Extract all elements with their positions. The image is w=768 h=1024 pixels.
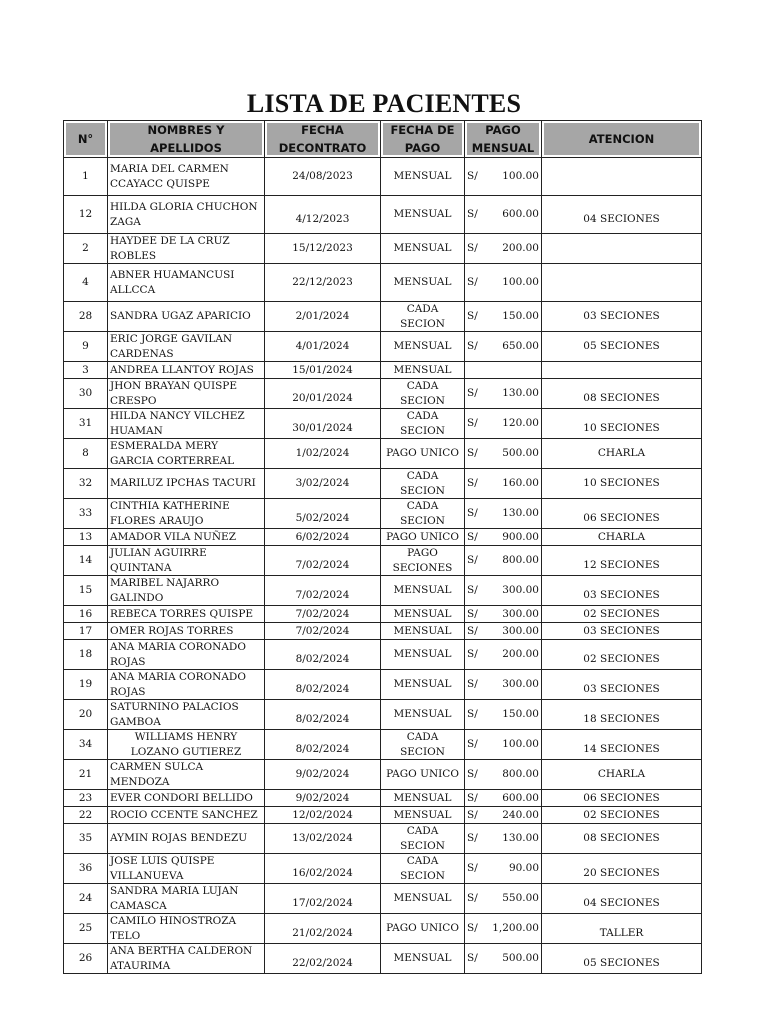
cell-attention xyxy=(542,854,702,884)
cell-contract-date: 22/12/2023 xyxy=(265,264,381,302)
cell-amount xyxy=(465,824,542,854)
table-row xyxy=(64,439,702,469)
amount-value: 240.00 xyxy=(502,808,539,821)
currency-symbol: S/ xyxy=(467,862,478,875)
table-row xyxy=(64,529,702,546)
amount-value: 200.00 xyxy=(502,648,539,661)
cell-payment-type: CADA SECION xyxy=(381,730,465,760)
cell-num: 26 xyxy=(64,944,108,974)
header-payment-type: FECHA DE PAGO xyxy=(381,121,465,158)
currency-symbol: S/ xyxy=(467,791,478,804)
cell-attention xyxy=(542,640,702,670)
cell-attention xyxy=(542,670,702,700)
table-row xyxy=(64,884,702,914)
cell-payment-type: CADA SECION xyxy=(381,469,465,499)
cell-payment-type: CADA SECION xyxy=(381,302,465,332)
currency-symbol: S/ xyxy=(467,276,478,289)
cell-payment-type: PAGO UNICO xyxy=(381,914,465,944)
currency-symbol: S/ xyxy=(467,678,478,691)
cell-contract-date xyxy=(265,914,381,944)
cell-amount xyxy=(465,546,542,576)
amount-value: 500.00 xyxy=(502,952,539,965)
table-row xyxy=(64,640,702,670)
cell-payment-type: MENSUAL xyxy=(381,264,465,302)
cell-amount xyxy=(465,640,542,670)
table-row xyxy=(64,196,702,234)
cell-attention xyxy=(542,944,702,974)
cell-payment-type: MENSUAL xyxy=(381,332,465,362)
cell-amount xyxy=(465,409,542,439)
cell-attention-text: 18 SECIONES xyxy=(583,713,660,726)
cell-name: CINTHIA KATHERINE FLORES ARAUJO xyxy=(108,499,265,529)
cell-attention-text: 06 SECIONES xyxy=(583,512,660,525)
cell-contract-date xyxy=(265,576,381,606)
table-row xyxy=(64,158,702,196)
cell-attention: 10 SECIONES xyxy=(542,469,702,499)
header-attention: ATENCION xyxy=(542,121,702,158)
cell-name: CAMILO HINOSTROZA TELO xyxy=(108,914,265,944)
cell-contract-date: 7/02/2024 xyxy=(265,623,381,640)
cell-amount xyxy=(465,196,542,234)
cell-attention xyxy=(542,730,702,760)
cell-contract-date-text: 8/02/2024 xyxy=(295,743,350,756)
cell-attention xyxy=(542,914,702,944)
cell-num: 28 xyxy=(64,302,108,332)
amount-value: 900.00 xyxy=(502,530,539,543)
cell-contract-date-text: 8/02/2024 xyxy=(295,713,350,726)
cell-payment-type: MENSUAL xyxy=(381,670,465,700)
currency-symbol: S/ xyxy=(467,648,478,661)
cell-name: EVER CONDORI BELLIDO xyxy=(108,790,265,807)
table-row xyxy=(64,606,702,623)
cell-amount xyxy=(465,529,542,546)
header-name: NOMBRES Y APELLIDOS xyxy=(108,121,265,158)
amount-value: 130.00 xyxy=(502,832,539,845)
cell-payment-type: PAGO UNICO xyxy=(381,439,465,469)
cell-contract-date-text: 7/02/2024 xyxy=(295,589,350,602)
cell-attention: 03 SECIONES xyxy=(542,623,702,640)
cell-payment-type: CADA SECION xyxy=(381,379,465,409)
cell-amount xyxy=(465,332,542,362)
amount-value: 100.00 xyxy=(502,170,539,183)
cell-name: SANDRA MARIA LUJAN CAMASCA xyxy=(108,884,265,914)
cell-attention: 05 SECIONES xyxy=(542,332,702,362)
cell-payment-type: MENSUAL xyxy=(381,944,465,974)
cell-contract-date-text: 20/01/2024 xyxy=(292,392,353,405)
cell-name: MARIA DEL CARMEN CCAYACC QUISPE xyxy=(108,158,265,196)
table-row xyxy=(64,807,702,824)
header-contract-date: FECHA DECONTRATO xyxy=(265,121,381,158)
table-row xyxy=(64,546,702,576)
cell-amount xyxy=(465,379,542,409)
cell-name: HAYDEE DE LA CRUZ ROBLES xyxy=(108,234,265,264)
cell-contract-date: 7/02/2024 xyxy=(265,606,381,623)
cell-attention-text: 03 SECIONES xyxy=(583,683,660,696)
cell-attention xyxy=(542,884,702,914)
cell-attention xyxy=(542,196,702,234)
amount-value: 800.00 xyxy=(502,768,539,781)
amount-value: 100.00 xyxy=(502,738,539,751)
cell-name: JULIAN AGUIRRE QUINTANA xyxy=(108,546,265,576)
cell-amount xyxy=(465,362,542,379)
cell-amount xyxy=(465,606,542,623)
cell-contract-date xyxy=(265,700,381,730)
currency-symbol: S/ xyxy=(467,170,478,183)
cell-name: ROCIO CCENTE SANCHEZ xyxy=(108,807,265,824)
cell-name: ERIC JORGE GAVILAN CARDENAS xyxy=(108,332,265,362)
cell-contract-date xyxy=(265,730,381,760)
amount-value: 600.00 xyxy=(502,208,539,221)
cell-contract-date-text: 4/12/2023 xyxy=(295,213,350,226)
currency-symbol: S/ xyxy=(467,530,478,543)
currency-symbol: S/ xyxy=(467,808,478,821)
cell-num: 18 xyxy=(64,640,108,670)
table-row xyxy=(64,469,702,499)
table-row xyxy=(64,623,702,640)
cell-attention-text: 20 SECIONES xyxy=(583,867,660,880)
cell-attention: 03 SECIONES xyxy=(542,302,702,332)
table-header-row xyxy=(64,121,702,158)
cell-name: ANA BERTHA CALDERON ATAURIMA xyxy=(108,944,265,974)
cell-payment-type: MENSUAL xyxy=(381,807,465,824)
cell-num: 3 xyxy=(64,362,108,379)
cell-attention xyxy=(542,362,702,379)
header-num: N° xyxy=(64,121,108,158)
cell-num: 16 xyxy=(64,606,108,623)
currency-symbol: S/ xyxy=(467,624,478,637)
table-row xyxy=(64,362,702,379)
amount-value: 90.00 xyxy=(508,862,539,875)
cell-amount xyxy=(465,499,542,529)
cell-attention: 06 SECIONES xyxy=(542,790,702,807)
table-row xyxy=(64,332,702,362)
cell-contract-date-text: 8/02/2024 xyxy=(295,683,350,696)
cell-contract-date xyxy=(265,546,381,576)
amount-value: 600.00 xyxy=(502,791,539,804)
cell-num: 30 xyxy=(64,379,108,409)
header-monthly-payment: PAGO MENSUAL xyxy=(465,121,542,158)
cell-payment-type: MENSUAL xyxy=(381,700,465,730)
cell-payment-type: MENSUAL xyxy=(381,606,465,623)
cell-contract-date: 12/02/2024 xyxy=(265,807,381,824)
cell-contract-date xyxy=(265,409,381,439)
cell-name: AMADOR VILA NUÑEZ xyxy=(108,529,265,546)
currency-symbol: S/ xyxy=(467,952,478,965)
cell-contract-date-text: 8/02/2024 xyxy=(295,653,350,666)
currency-symbol: S/ xyxy=(467,447,478,460)
cell-num: 35 xyxy=(64,824,108,854)
currency-symbol: S/ xyxy=(467,310,478,323)
cell-amount xyxy=(465,623,542,640)
cell-name: ESMERALDA MERY GARCIA CORTERREAL xyxy=(108,439,265,469)
cell-amount xyxy=(465,760,542,790)
amount-value: 550.00 xyxy=(502,892,539,905)
cell-contract-date-text: 21/02/2024 xyxy=(292,927,353,940)
cell-num: 23 xyxy=(64,790,108,807)
cell-contract-date xyxy=(265,640,381,670)
amount-value: 500.00 xyxy=(502,447,539,460)
cell-name: HILDA NANCY VILCHEZ HUAMAN xyxy=(108,409,265,439)
table-row xyxy=(64,760,702,790)
cell-payment-type: CADA SECION xyxy=(381,854,465,884)
cell-payment-type: MENSUAL xyxy=(381,196,465,234)
cell-amount xyxy=(465,264,542,302)
cell-attention-text: 12 SECIONES xyxy=(583,559,660,572)
cell-attention-text: 14 SECIONES xyxy=(583,743,660,756)
cell-attention-text: 03 SECIONES xyxy=(583,589,660,602)
cell-attention: CHARLA xyxy=(542,529,702,546)
cell-contract-date xyxy=(265,499,381,529)
amount-value: 300.00 xyxy=(502,678,539,691)
currency-symbol: S/ xyxy=(467,738,478,751)
cell-num: 34 xyxy=(64,730,108,760)
cell-amount xyxy=(465,302,542,332)
cell-contract-date xyxy=(265,670,381,700)
cell-num: 2 xyxy=(64,234,108,264)
amount-value: 1,200.00 xyxy=(492,922,539,935)
cell-num: 14 xyxy=(64,546,108,576)
cell-name: OMER ROJAS TORRES xyxy=(108,623,265,640)
currency-symbol: S/ xyxy=(467,208,478,221)
cell-contract-date: 6/02/2024 xyxy=(265,529,381,546)
cell-attention: 08 SECIONES xyxy=(542,824,702,854)
table-row xyxy=(64,790,702,807)
cell-payment-type: MENSUAL xyxy=(381,158,465,196)
cell-amount xyxy=(465,700,542,730)
amount-value: 150.00 xyxy=(502,310,539,323)
cell-name: ANA MARIA CORONADO ROJAS xyxy=(108,640,265,670)
currency-symbol: S/ xyxy=(467,607,478,620)
cell-payment-type: CADA SECION xyxy=(381,409,465,439)
cell-num: 36 xyxy=(64,854,108,884)
cell-contract-date: 1/02/2024 xyxy=(265,439,381,469)
amount-value: 150.00 xyxy=(502,708,539,721)
cell-num: 17 xyxy=(64,623,108,640)
cell-amount xyxy=(465,790,542,807)
cell-attention: 02 SECIONES xyxy=(542,606,702,623)
cell-payment-type: MENSUAL xyxy=(381,234,465,264)
cell-payment-type: MENSUAL xyxy=(381,362,465,379)
cell-amount xyxy=(465,854,542,884)
cell-attention xyxy=(542,264,702,302)
cell-attention-text: 02 SECIONES xyxy=(583,653,660,666)
table-row xyxy=(64,944,702,974)
currency-symbol: S/ xyxy=(467,417,478,430)
cell-contract-date xyxy=(265,854,381,884)
amount-value: 130.00 xyxy=(502,507,539,520)
cell-attention: CHARLA xyxy=(542,760,702,790)
cell-attention xyxy=(542,379,702,409)
cell-contract-date-text: 5/02/2024 xyxy=(295,512,350,525)
cell-name: JOSE LUIS QUISPE VILLANUEVA xyxy=(108,854,265,884)
cell-contract-date xyxy=(265,379,381,409)
amount-value: 120.00 xyxy=(502,417,539,430)
cell-payment-type: MENSUAL xyxy=(381,640,465,670)
cell-attention-text: 10 SECIONES xyxy=(583,422,660,435)
cell-num: 24 xyxy=(64,884,108,914)
cell-num: 32 xyxy=(64,469,108,499)
cell-num: 25 xyxy=(64,914,108,944)
page-title: LISTA DE PACIENTES xyxy=(246,89,522,118)
table-row xyxy=(64,824,702,854)
cell-payment-type: PAGO UNICO xyxy=(381,529,465,546)
cell-attention: 02 SECIONES xyxy=(542,807,702,824)
cell-name: ANDREA LLANTOY ROJAS xyxy=(108,362,265,379)
cell-name: HILDA GLORIA CHUCHON ZAGA xyxy=(108,196,265,234)
cell-contract-date xyxy=(265,196,381,234)
cell-payment-type: PAGO UNICO xyxy=(381,760,465,790)
currency-symbol: S/ xyxy=(467,708,478,721)
cell-name: WILLIAMS HENRY LOZANO GUTIEREZ xyxy=(108,730,265,760)
cell-name: SATURNINO PALACIOS GAMBOA xyxy=(108,700,265,730)
currency-symbol: S/ xyxy=(467,340,478,353)
cell-attention xyxy=(542,409,702,439)
cell-amount xyxy=(465,944,542,974)
cell-attention xyxy=(542,499,702,529)
amount-value: 300.00 xyxy=(502,584,539,597)
cell-amount xyxy=(465,884,542,914)
amount-value: 200.00 xyxy=(502,242,539,255)
cell-num: 22 xyxy=(64,807,108,824)
cell-attention xyxy=(542,576,702,606)
cell-payment-type: CADA SECION xyxy=(381,499,465,529)
cell-contract-date-text: 22/02/2024 xyxy=(292,957,353,970)
cell-attention xyxy=(542,234,702,264)
cell-contract-date-text: 16/02/2024 xyxy=(292,867,353,880)
table-row xyxy=(64,302,702,332)
cell-attention xyxy=(542,700,702,730)
patients-table xyxy=(63,120,702,974)
amount-value: 160.00 xyxy=(502,477,539,490)
amount-value: 100.00 xyxy=(502,276,539,289)
cell-contract-date xyxy=(265,884,381,914)
cell-payment-type: MENSUAL xyxy=(381,884,465,914)
cell-num: 12 xyxy=(64,196,108,234)
table-row xyxy=(64,854,702,884)
cell-name: JHON BRAYAN QUISPE CRESPO xyxy=(108,379,265,409)
cell-amount xyxy=(465,158,542,196)
cell-contract-date: 3/02/2024 xyxy=(265,469,381,499)
table-row xyxy=(64,914,702,944)
cell-contract-date: 13/02/2024 xyxy=(265,824,381,854)
cell-payment-type: PAGO SECIONES xyxy=(381,546,465,576)
cell-attention xyxy=(542,546,702,576)
cell-contract-date-text: 30/01/2024 xyxy=(292,422,353,435)
cell-amount xyxy=(465,439,542,469)
table-row xyxy=(64,264,702,302)
cell-contract-date-text: 17/02/2024 xyxy=(292,897,353,910)
amount-value: 300.00 xyxy=(502,607,539,620)
cell-num: 20 xyxy=(64,700,108,730)
cell-name: MARILUZ IPCHAS TACURI xyxy=(108,469,265,499)
cell-amount xyxy=(465,914,542,944)
cell-contract-date: 4/01/2024 xyxy=(265,332,381,362)
cell-num: 1 xyxy=(64,158,108,196)
cell-num: 31 xyxy=(64,409,108,439)
cell-contract-date xyxy=(265,944,381,974)
table-row xyxy=(64,670,702,700)
cell-name: CARMEN SULCA MENDOZA xyxy=(108,760,265,790)
cell-contract-date: 9/02/2024 xyxy=(265,760,381,790)
cell-contract-date-text: 7/02/2024 xyxy=(295,559,350,572)
cell-name: REBECA TORRES QUISPE xyxy=(108,606,265,623)
cell-attention: CHARLA xyxy=(542,439,702,469)
cell-attention-text: 05 SECIONES xyxy=(583,957,660,970)
cell-contract-date: 15/01/2024 xyxy=(265,362,381,379)
table-row xyxy=(64,409,702,439)
cell-name: MARIBEL NAJARRO GALINDO xyxy=(108,576,265,606)
cell-num: 21 xyxy=(64,760,108,790)
currency-symbol: S/ xyxy=(467,477,478,490)
amount-value: 650.00 xyxy=(502,340,539,353)
currency-symbol: S/ xyxy=(467,554,478,567)
cell-payment-type: MENSUAL xyxy=(381,576,465,606)
cell-num: 15 xyxy=(64,576,108,606)
cell-name: ANA MARIA CORONADO ROJAS xyxy=(108,670,265,700)
table-row xyxy=(64,576,702,606)
table-row xyxy=(64,234,702,264)
cell-attention xyxy=(542,158,702,196)
cell-num: 9 xyxy=(64,332,108,362)
cell-attention-text: 04 SECIONES xyxy=(583,213,660,226)
cell-amount xyxy=(465,469,542,499)
cell-name: AYMIN ROJAS BENDEZU xyxy=(108,824,265,854)
currency-symbol: S/ xyxy=(467,584,478,597)
cell-contract-date: 15/12/2023 xyxy=(265,234,381,264)
cell-name: SANDRA UGAZ APARICIO xyxy=(108,302,265,332)
cell-name: ABNER HUAMANCUSI ALLCCA xyxy=(108,264,265,302)
cell-num: 4 xyxy=(64,264,108,302)
currency-symbol: S/ xyxy=(467,768,478,781)
cell-payment-type: MENSUAL xyxy=(381,790,465,807)
cell-contract-date: 9/02/2024 xyxy=(265,790,381,807)
currency-symbol: S/ xyxy=(467,892,478,905)
cell-amount xyxy=(465,730,542,760)
cell-attention-text: 08 SECIONES xyxy=(583,392,660,405)
table-row xyxy=(64,730,702,760)
cell-amount xyxy=(465,670,542,700)
table-row xyxy=(64,379,702,409)
currency-symbol: S/ xyxy=(467,922,478,935)
currency-symbol: S/ xyxy=(467,242,478,255)
currency-symbol: S/ xyxy=(467,387,478,400)
cell-payment-type: CADA SECION xyxy=(381,824,465,854)
amount-value: 130.00 xyxy=(502,387,539,400)
cell-contract-date: 2/01/2024 xyxy=(265,302,381,332)
table-row xyxy=(64,700,702,730)
cell-payment-type: MENSUAL xyxy=(381,623,465,640)
amount-value: 300.00 xyxy=(502,624,539,637)
amount-value: 800.00 xyxy=(502,554,539,567)
cell-contract-date: 24/08/2023 xyxy=(265,158,381,196)
table-row xyxy=(64,499,702,529)
cell-attention-text: TALLER xyxy=(599,927,644,940)
cell-num: 19 xyxy=(64,670,108,700)
currency-symbol: S/ xyxy=(467,832,478,845)
cell-attention-text: 04 SECIONES xyxy=(583,897,660,910)
cell-num: 13 xyxy=(64,529,108,546)
cell-amount xyxy=(465,576,542,606)
cell-amount xyxy=(465,807,542,824)
cell-num: 8 xyxy=(64,439,108,469)
currency-symbol: S/ xyxy=(467,507,478,520)
cell-amount xyxy=(465,234,542,264)
cell-num: 33 xyxy=(64,499,108,529)
